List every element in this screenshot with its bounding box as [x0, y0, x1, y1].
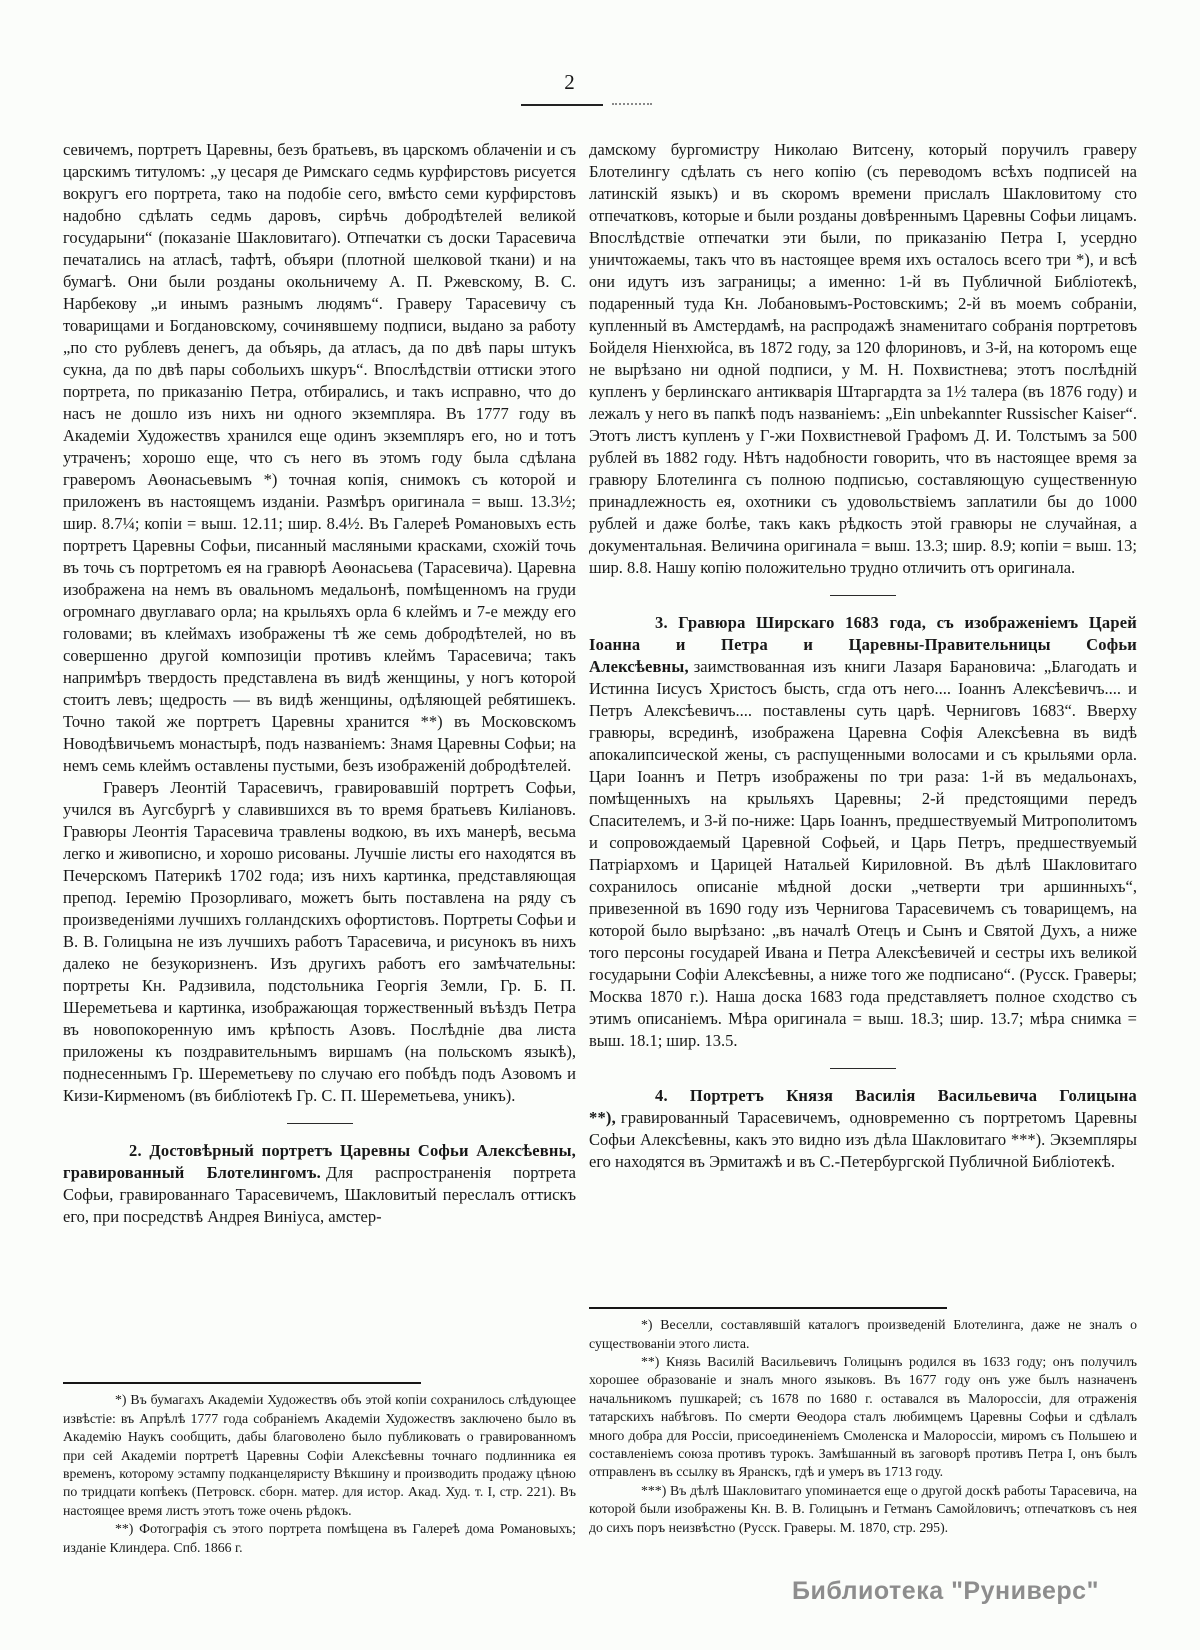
- right-footnotes: [589, 1295, 1137, 1537]
- section-divider: [830, 1068, 896, 1069]
- paragraph-continuation: севичемъ, портретъ Царевны, безъ братьевъ, въ царскомъ облаченіи и съ царскимъ титуломъ: „у цесаря де Римскаго седмь курфирстовъ рисуется вокругъ его портрета, тако на подобіе сего, вмѣсто семи курфирстовъ надобно сдѣлать седмь даровъ, сирѣчь добродѣтелей великой государыни“ (показаніе Шакловитаго). Отпечатки съ доски Тарасевича печатались на атласѣ, тафтѣ, объяри (плотной шелковой ткани) и на бумагѣ. Они были розданы окольничему А. П. Ржевскому, В. С. Нарбекову „и инымъ разнымъ людямъ“. Граверу Тарасевичу съ товарищами и Богдановскому, сочинявшему подписи, выдано за работу „по сто рублевъ денегъ, да объярь, да атласъ, да по двѣ пары штукъ сукна, да по двѣ пары собольихъ шкуръ“. Впослѣдствіи оттиски этого портрета, по приказанію Петра, отбирались, и такъ исправно, что до насъ не дошло изъ нихъ ни одного экземпляра. Въ 1777 году въ Академіи Художествъ хранился еще одинъ экземпляръ его, но и тотъ утраченъ; хорошо еще, что съ него въ этомъ году была сдѣлана граверомъ Аѳонасьевымъ *) точная копія, снимокъ съ которой и приложенъ въ настоящемъ изданіи. Размѣръ оригинала = выш. 13.3½; шир. 8.7¼; копіи = выш. 12.11; шир. 8.4½. Въ Галереѣ Романовыхъ есть портретъ Царевны Софьи, писанный масляными красками, схожій точь въ точь съ портретомъ ея на гравюрѣ Аѳонасьева (Тарасевича). Царевна изображена на немъ въ овальномъ медальонѣ, помѣщенномъ на груди огромнаго двуглаваго орла; на крыльяхъ орла 6 клеймъ и 7-е между его головами; въ клеймахъ изображены тѣ же семь добродѣтелей, но въ совершенно другой композиціи противъ клеймъ Тарасевича; такъ напримѣръ твердость представлена въ видѣ женщины, у ногъ которой стоитъ левъ; щедрость — въ видѣ женщины, одѣляющей ребятишекъ. Точно такой же портретъ Царевны хранится **) въ Московскомъ Новодѣвичьемъ монастырѣ, подъ названіемъ: Знамя Царевны Софьи; на немъ семь клеймъ оставлены пустыми, безъ изображеній добродѣтелей.: [63, 140, 576, 775]
- right-column: [589, 139, 1137, 1537]
- page-number: 2: [564, 70, 576, 94]
- section-4-paragraph: [589, 1085, 1137, 1173]
- section-3-heading: 3. Гравюра Ширскаго 1683 года, съ изображеніемъ Царей Іоанна и Петра и Царевны-Правительницы Софьи Алексѣевны,: [589, 613, 1137, 676]
- section-divider: [830, 595, 896, 596]
- runivers-watermark: Библиотека "Руниверс": [792, 1577, 1099, 1605]
- left-footnotes: [63, 1370, 576, 1557]
- section-4-heading: 4. Портретъ Князя Василія Васильевича Голицына **),: [589, 1086, 1137, 1127]
- section-divider: [287, 1123, 353, 1124]
- left-column: [63, 139, 576, 1557]
- footnote-double-star: **) Фотографія съ этого портрета помѣщена въ Галереѣ дома Романовыхъ; изданіе Клиндера. Спб. 1866 г.: [63, 1521, 576, 1555]
- section-2-text: Для распространенія портрета Софьи, гравированнаго Тарасевичемъ, Шакловитый переслалъ оттискъ его, при посредствѣ Андрея Виніуса, амстер-: [63, 1163, 576, 1226]
- footnote-double-star: **) Князь Василій Васильевичъ Голицынъ родился въ 1633 году; онъ получилъ хорошее образованіе и зналъ много языковъ. Въ 1677 году онъ уже былъ назначенъ начальникомъ пушкарей; съ 1678 по 1680 г. оставался въ Малороссіи, для отраженія татарскихъ набѣговъ. По смерти Ѳеодора сталъ любимцемъ Царевны Софьи и сдѣлалъ много добра для Россіи, присоединеніемъ Смоленска и Малороссіи, миромъ съ Польшею и составленіемъ союза противъ турокъ. Замѣшанный въ заговорѣ противъ Петра I, онъ былъ отправленъ въ ссылку въ Яранскъ, гдѣ и умеръ въ 1713 году.: [589, 1353, 1137, 1480]
- paragraph-blotteling-continuation: дамскому бургомистру Николаю Витсену, который поручилъ граверу Блотелингу сдѣлать съ него копію (съ переводомъ всѣхъ подписей на латинскій языкъ) и въ скоромъ времени прислалъ Шакловитому сто отпечатковъ, которые и были розданы довѣреннымъ Царевны Софьи лицамъ. Впослѣдствіе отпечатки эти были, по приказанію Петра I, усердно уничтожаемы, такъ что въ настоящее время ихъ осталось всего три *), и всѣ они идутъ изъ заграницы; а именно: 1-й въ Публичной Библіотекѣ, подаренный туда Кн. Лобановымъ-Ростовскимъ; 2-й въ моемъ собраніи, купленный въ Амстердамѣ, на распродажѣ знаменитаго собранія портретовъ Бойделя Ніенхюйса, въ 1872 году, за 120 флориновъ, и 3-й, на которомъ еще не вырѣзано ни одной подписи, у М. Н. Похвистнева; этотъ послѣдній купленъ у берлинскаго антикварія Штаргардта за 1½ талера (въ 1876 году) и лежалъ у него въ папкѣ подъ названіемъ: „Ein unbekannter Russischer Kaiser“. Этотъ листъ купленъ у Г-жи Похвистневой Графомъ Д. И. Толстымъ за 500 рублей въ 1882 году. Нѣтъ надобности говорить, что въ настоящее время за гравюру Блотелинга съ полною подписью, составляющую существенную принадлежность ея, охотники съ удовольствіемъ заплатили бы до 1000 рублей и даже болѣе, такъ какъ рѣдкость этой гравюры не случайная, а документальная. Величина оригинала = выш. 13.3; шир. 8.9; копіи = выш. 13; шир. 8.8. Нашу копію положительно трудно отличить отъ оригинала.: [589, 140, 1137, 577]
- page-number-rule: [521, 104, 603, 106]
- footnote-rule: [589, 1307, 947, 1309]
- section-2-heading: 2. Достовѣрный портретъ Царевны Софьи Алексѣевны, гравированный Блотелингомъ.: [63, 1141, 576, 1182]
- section-3-text: заимствованная изъ книги Лазаря Барановича: „Благодать и Истинна Іисусъ Христосъ бысть, сгда отъ него.... Іоаннъ Алексѣевичъ.... и Петръ Алексѣевичъ.... поставлены суть царѣ. Черниговъ 1683“. Вверху гравюры, всрединѣ, изображена Царевна Софія Алексѣевна въ видѣ апокалипсической жены, съ распущенными волосами и съ крыльями орла. Цари Іоаннъ и Петръ изображены по три раза: 1-й въ медальонахъ, помѣщенныхъ на крыльяхъ Царевны; 2-й предстоящими передъ Спасителемъ, и 3-й по-ниже: Царь Іоаннъ, предшествуемый Митрополитомъ и сопровождаемый Царевной Софьей, и Царь Петръ, предшествуемый Патріархомъ и Царицей Натальей Кириловной. Въ дѣлѣ Шакловитаго сохранилось описаніе мѣдной доски „четверти три аршинныхъ“, привезенной въ 1690 году изъ Чернигова Тарасевичемъ съ товарищемъ, на которой было вырѣзано: „въ началѣ Отецъ и Сынъ и Святой Духъ, а ниже того персоны государей Ивана и Петра Алексѣевичей и сестры ихъ великой государыни Софіи Алексѣевны, а ниже того же подписано“. (Русск. Граверы; Москва 1870 г.). Наша доска 1683 года представляетъ полное сходство съ этимъ описаніемъ. Мѣра оригинала = выш. 18.3; шир. 13.7; мѣра снимка = выш. 18.1; шир. 13.5.: [589, 657, 1137, 1050]
- footnote-star: *) Веселли, составлявшій каталогъ произведеній Блотелинга, даже не зналъ о существованіи этого листа.: [589, 1317, 1137, 1351]
- paragraph-engraver-tarasevich: Граверъ Леонтій Тарасевичъ, гравировавшій портретъ Софьи, учился въ Аугсбургѣ у славившихся въ то время братьевъ Киліановъ. Гравюры Леонтія Тарасевича травлены водкою, въ ихъ манерѣ, весьма легко и живописно, и хорошо рисованы. Лучшіе листы его находятся въ Печерскомъ Патерикѣ 1702 года; изъ нихъ картинка, представляющая препод. Іеремію Прозорливаго, можетъ быть поставлена на ряду съ произведеніями лучшихъ голландскихъ офортистовъ. Портреты Софьи и В. В. Голицына не изъ лучшихъ работъ Тарасевича, и рисунокъ въ нихъ далеко не безукоризненъ. Изъ другихъ работъ его замѣчательны: портреты Кн. Радзивила, подстольника Георгія Земли, Гр. Б. П. Шереметьева и картинка, изображающая торжественный въѣздъ Петра въ новопокоренную имъ крѣпость Азовъ. Послѣдніе два листа приложены къ поздравительнымъ виршамъ (на польскомъ языкѣ), поднесеннымъ Гр. Шереметьеву по случаю его побѣдъ подъ Азовомъ и Кизи-Кирменомъ (въ библіотекѣ Гр. С. П. Шереметьева, уникъ).: [63, 778, 576, 1105]
- footnote-star: *) Въ бумагахъ Академіи Художествъ объ этой копіи сохранилось слѣдующее извѣстіе: въ Апрѣлѣ 1777 года собраніемъ Академіи Художествъ заключено было въ Академію Наукъ сообщить, дабы благоволено было публиковать о гравированномъ при сей Академіи портретѣ Царевны Софіи Алексѣевны точнаго подлинника ея временъ, которому эстампу подканцеляристу Вѣкшину и производить продажу цѣною по тридцати копѣекъ (Петровск. сборн. матер. для истор. Акад. Худ. т. I, стр. 221). Въ настоящее время листъ этотъ тоже очень рѣдокъ.: [63, 1392, 576, 1518]
- footnote-triple-star: ***) Въ дѣлѣ Шакловитаго упоминается еще о другой доскѣ работы Тарасевича, на которой были изображены Кн. В. В. Голицынъ и Гетманъ Самойловичъ; отпечатковъ съ нея до сихъ поръ неизвѣстно (Русск. Граверы. М. 1870, стр. 295).: [589, 1482, 1137, 1535]
- footnote-rule: [63, 1382, 421, 1384]
- section-2-paragraph: [63, 1140, 576, 1228]
- page-number-dots: [612, 103, 652, 105]
- section-3-paragraph: [589, 612, 1137, 1052]
- section-4-text: гравированный Тарасевичемъ, одновременно съ портретомъ Царевны Софьи Алексѣевны, какъ это видно изъ дѣла Шакловитаго ***). Экземпляры его находятся въ Эрмитажѣ и въ С.-Петербургской Публичной Библіотекѣ.: [589, 1108, 1137, 1171]
